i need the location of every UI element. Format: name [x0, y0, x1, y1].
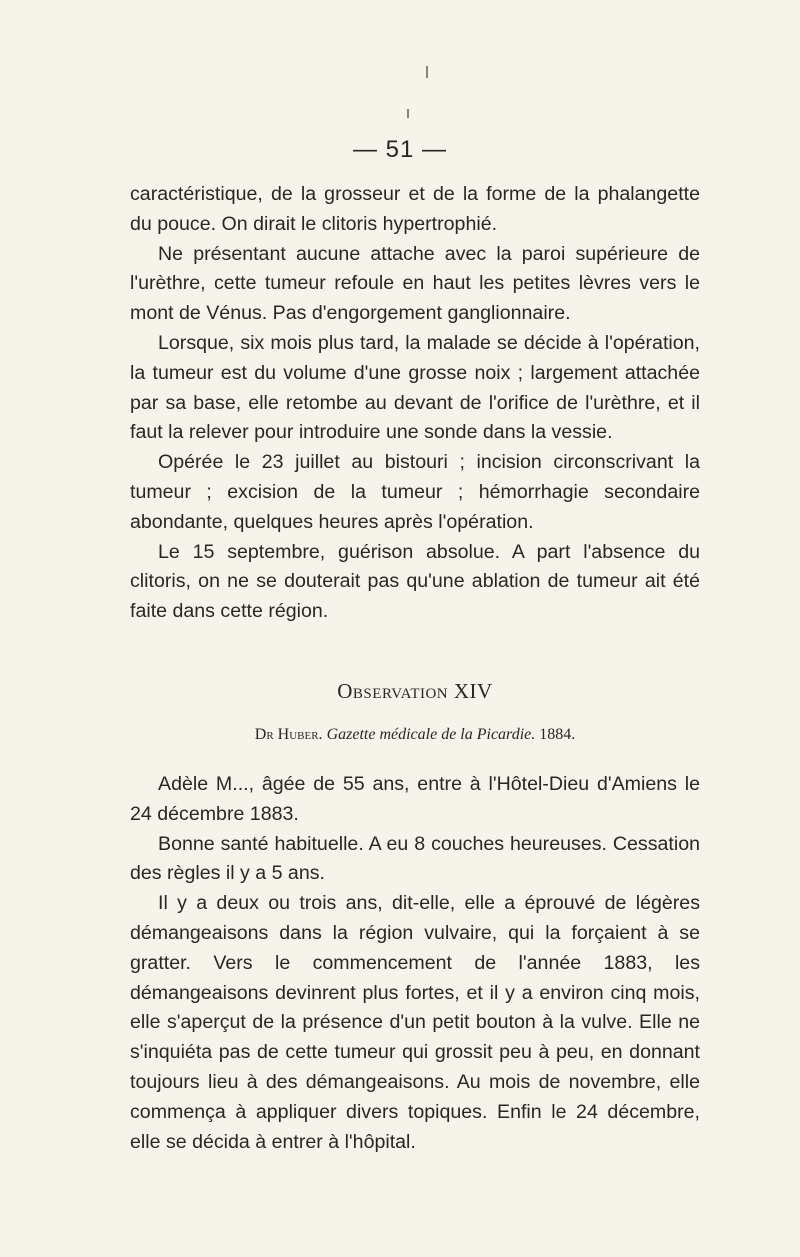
paragraph: Adèle M..., âgée de 55 ans, entre à l'Hôtel-Dieu d'Amiens le 24 décembre 1883. — [130, 773, 700, 825]
paragraph: Lorsque, six mois plus tard, la malade se décide à l'opération, la tumeur est du volume d'une grosse noix ; largement attachée par sa base, elle retombe au devant de l'orifice de l'urèthre, et il faut la relever pour introduire une sonde dans la vessie. — [130, 331, 700, 444]
section-one — [130, 180, 700, 627]
paragraph: caractéristique, de la grosseur et de la forme de la phalangette du pouce. On dirait le clitoris hypertrophié. — [130, 183, 700, 235]
section-two — [130, 770, 700, 1157]
print-speck — [407, 109, 409, 118]
citation-author: Dr Huber. — [254, 726, 323, 743]
paragraph: Bonne santé habituelle. A eu 8 couches heureuses. Cessation des règles il y a 5 ans. — [130, 832, 700, 885]
citation-journal: Gazette médicale de la Picardie. — [326, 726, 536, 743]
page-number: — 51 — — [352, 136, 448, 163]
citation — [130, 726, 700, 744]
paragraph: Le 15 septembre, guérison absolue. A part l'absence du clitoris, on ne se douterait pas qu'une ablation de tumeur ait été faite dans cette région. — [130, 540, 700, 623]
print-speck — [426, 66, 428, 78]
paragraph: Il y a deux ou trois ans, dit-elle, elle a éprouvé de légères démangeaisons dans la région vulvaire, qui la forçaient à se gratter. Vers le commencement de l'année 1883, les démangeaisons devinrent plus fortes, et il y a environ cinq mois, elle s'aperçut de la présence d'un petit bouton à la vulve. Elle ne s'inquiéta pas de cette tumeur qui grossit peu à peu, en donnant toujours lieu à des démangeaisons. Au mois de novembre, elle commença à appliquer divers topiques. Enfin le 24 décembre, elle se décida à entrer à l'hôpital. — [130, 892, 700, 1153]
paragraph: Opérée le 23 juillet au bistouri ; incision circonscrivant la tumeur ; excision de la tumeur ; hémorrhagie secondaire abondante, quelques heures après l'opération. — [130, 451, 700, 533]
paragraph: Ne présentant aucune attache avec la paroi supérieure de l'urèthre, cette tumeur refoule en haut les petites lèvres vers le mont de Vénus. Pas d'engorgement ganglionnaire. — [130, 242, 700, 325]
observation-heading: Observation XIV — [337, 679, 493, 703]
citation-year: 1884. — [539, 726, 576, 743]
